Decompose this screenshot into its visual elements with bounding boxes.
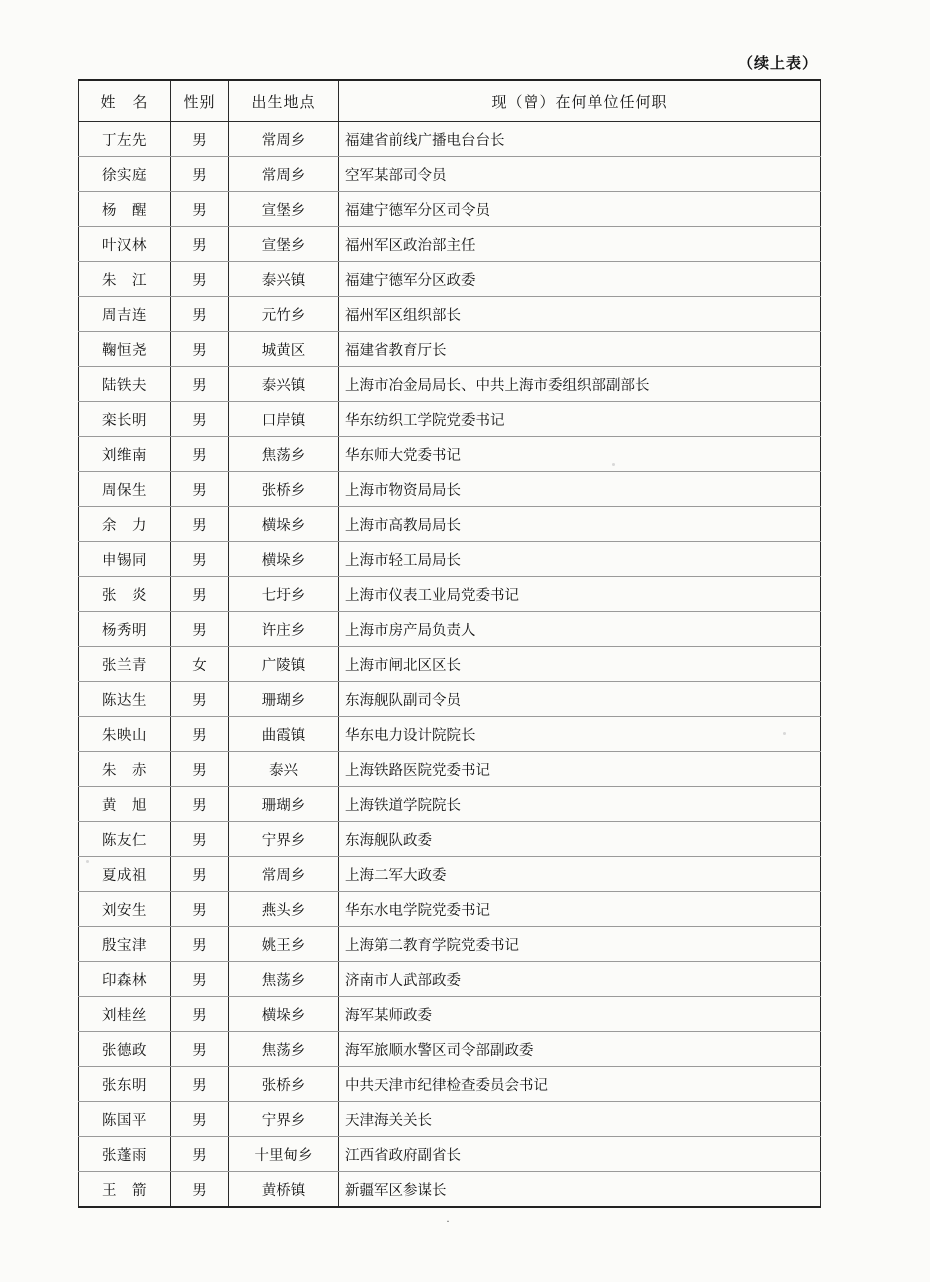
cell-sex: 男 <box>171 332 229 367</box>
cell-name: 印森林 <box>79 962 171 997</box>
table-row <box>79 367 821 402</box>
table-row <box>79 157 821 192</box>
cell-post: 天津海关关长 <box>339 1102 821 1137</box>
cell-name: 朱 赤 <box>79 752 171 787</box>
cell-sex: 男 <box>171 1172 229 1208</box>
cell-sex: 男 <box>171 367 229 402</box>
cell-sex: 男 <box>171 752 229 787</box>
cell-post: 福建宁德军分区司令员 <box>339 192 821 227</box>
table-body <box>79 122 821 1208</box>
page-footer-mark: · <box>446 1214 452 1228</box>
cell-sex: 男 <box>171 1032 229 1067</box>
cell-sex: 男 <box>171 157 229 192</box>
cell-post: 上海市冶金局局长、中共上海市委组织部副部长 <box>339 367 821 402</box>
cell-post: 上海市仪表工业局党委书记 <box>339 577 821 612</box>
scan-speck <box>783 732 786 735</box>
table-row <box>79 472 821 507</box>
cell-birthplace: 广陵镇 <box>229 647 339 682</box>
table-row <box>79 1067 821 1102</box>
cell-sex: 男 <box>171 192 229 227</box>
cell-name: 张德政 <box>79 1032 171 1067</box>
table-row <box>79 262 821 297</box>
table-row <box>79 507 821 542</box>
scan-speck <box>612 463 615 466</box>
table-row <box>79 962 821 997</box>
cell-name: 栾长明 <box>79 402 171 437</box>
cell-birthplace: 曲霞镇 <box>229 717 339 752</box>
cell-sex: 男 <box>171 297 229 332</box>
table-row <box>79 542 821 577</box>
cell-birthplace: 常周乡 <box>229 857 339 892</box>
cell-name: 陈国平 <box>79 1102 171 1137</box>
table-row <box>79 1102 821 1137</box>
cell-birthplace: 元竹乡 <box>229 297 339 332</box>
table-row <box>79 997 821 1032</box>
cell-name: 张 炎 <box>79 577 171 612</box>
cell-sex: 男 <box>171 962 229 997</box>
cell-name: 张东明 <box>79 1067 171 1102</box>
table-row <box>79 927 821 962</box>
cell-birthplace: 珊瑚乡 <box>229 787 339 822</box>
table-row <box>79 122 821 157</box>
cell-birthplace: 宁界乡 <box>229 822 339 857</box>
table-row <box>79 227 821 262</box>
table-row <box>79 682 821 717</box>
table-row <box>79 577 821 612</box>
cell-sex: 男 <box>171 717 229 752</box>
scan-speck <box>86 860 89 863</box>
cell-sex: 男 <box>171 857 229 892</box>
cell-post: 上海铁道学院院长 <box>339 787 821 822</box>
cell-post: 济南市人武部政委 <box>339 962 821 997</box>
cell-sex: 男 <box>171 227 229 262</box>
cell-sex: 男 <box>171 997 229 1032</box>
cell-sex: 男 <box>171 122 229 157</box>
cell-post: 福州军区组织部长 <box>339 297 821 332</box>
cell-post: 东海舰队副司令员 <box>339 682 821 717</box>
cell-post: 上海市物资局局长 <box>339 472 821 507</box>
continued-label: （续上表） <box>737 56 818 72</box>
cell-birthplace: 许庄乡 <box>229 612 339 647</box>
cell-birthplace: 泰兴镇 <box>229 367 339 402</box>
cell-sex: 男 <box>171 437 229 472</box>
cell-post: 华东纺织工学院党委书记 <box>339 402 821 437</box>
cell-birthplace: 常周乡 <box>229 157 339 192</box>
cell-birthplace: 姚王乡 <box>229 927 339 962</box>
cell-post: 上海市高教局局长 <box>339 507 821 542</box>
cell-name: 朱映山 <box>79 717 171 752</box>
table-header <box>79 80 821 122</box>
cell-birthplace: 张桥乡 <box>229 472 339 507</box>
cell-post: 华东师大党委书记 <box>339 437 821 472</box>
cell-birthplace: 焦荡乡 <box>229 1032 339 1067</box>
cell-name: 刘桂丝 <box>79 997 171 1032</box>
cell-sex: 女 <box>171 647 229 682</box>
table-row <box>79 1172 821 1208</box>
cell-post: 上海二军大政委 <box>339 857 821 892</box>
cell-post: 福建省教育厅长 <box>339 332 821 367</box>
cell-name: 夏成祖 <box>79 857 171 892</box>
cell-post: 空军某部司令员 <box>339 157 821 192</box>
cell-birthplace: 城黄区 <box>229 332 339 367</box>
cell-sex: 男 <box>171 507 229 542</box>
table-row <box>79 822 821 857</box>
table-row <box>79 297 821 332</box>
cell-birthplace: 横垛乡 <box>229 507 339 542</box>
table-row <box>79 612 821 647</box>
cell-post: 江西省政府副省长 <box>339 1137 821 1172</box>
cell-name: 刘安生 <box>79 892 171 927</box>
cell-sex: 男 <box>171 927 229 962</box>
cell-sex: 男 <box>171 1137 229 1172</box>
cell-name: 陈友仁 <box>79 822 171 857</box>
cell-sex: 男 <box>171 472 229 507</box>
cell-post: 福建宁德军分区政委 <box>339 262 821 297</box>
page-content <box>78 52 820 1229</box>
cell-name: 王 箭 <box>79 1172 171 1208</box>
cell-post: 上海市闸北区区长 <box>339 647 821 682</box>
cell-name: 陆铁夫 <box>79 367 171 402</box>
table-row <box>79 332 821 367</box>
cell-sex: 男 <box>171 1102 229 1137</box>
registry-table <box>78 79 821 1208</box>
cell-name: 杨 醒 <box>79 192 171 227</box>
cell-sex: 男 <box>171 402 229 437</box>
cell-name: 周吉连 <box>79 297 171 332</box>
cell-birthplace: 横垛乡 <box>229 997 339 1032</box>
cell-post: 新疆军区参谋长 <box>339 1172 821 1208</box>
cell-name: 徐实庭 <box>79 157 171 192</box>
cell-birthplace: 泰兴镇 <box>229 262 339 297</box>
table-header-row <box>79 80 821 122</box>
cell-name: 陈达生 <box>79 682 171 717</box>
cell-sex: 男 <box>171 822 229 857</box>
cell-birthplace: 口岸镇 <box>229 402 339 437</box>
cell-birthplace: 珊瑚乡 <box>229 682 339 717</box>
cell-birthplace: 宣堡乡 <box>229 227 339 262</box>
table-row <box>79 1032 821 1067</box>
table-row <box>79 402 821 437</box>
cell-sex: 男 <box>171 262 229 297</box>
cell-name: 叶汉林 <box>79 227 171 262</box>
cell-sex: 男 <box>171 542 229 577</box>
cell-birthplace: 焦荡乡 <box>229 437 339 472</box>
cell-birthplace: 张桥乡 <box>229 1067 339 1102</box>
cell-sex: 男 <box>171 892 229 927</box>
cell-post: 福建省前线广播电台台长 <box>339 122 821 157</box>
cell-name: 丁左先 <box>79 122 171 157</box>
cell-birthplace: 燕头乡 <box>229 892 339 927</box>
cell-name: 朱 江 <box>79 262 171 297</box>
cell-sex: 男 <box>171 1067 229 1102</box>
cell-sex: 男 <box>171 612 229 647</box>
cell-birthplace: 横垛乡 <box>229 542 339 577</box>
table-row <box>79 192 821 227</box>
column-header-name: 姓 名 <box>79 80 171 122</box>
cell-post: 福州军区政治部主任 <box>339 227 821 262</box>
cell-birthplace: 泰兴 <box>229 752 339 787</box>
table-row <box>79 752 821 787</box>
table-row <box>79 857 821 892</box>
column-header-sex: 性别 <box>171 80 229 122</box>
cell-post: 华东电力设计院院长 <box>339 717 821 752</box>
cell-name: 黄 旭 <box>79 787 171 822</box>
cell-post: 海军旅顺水警区司令部副政委 <box>339 1032 821 1067</box>
table-row <box>79 1137 821 1172</box>
cell-post: 东海舰队政委 <box>339 822 821 857</box>
cell-birthplace: 十里甸乡 <box>229 1137 339 1172</box>
cell-birthplace: 宁界乡 <box>229 1102 339 1137</box>
cell-post: 上海市轻工局局长 <box>339 542 821 577</box>
table-row <box>79 717 821 752</box>
cell-name: 张蓬雨 <box>79 1137 171 1172</box>
cell-post: 上海铁路医院党委书记 <box>339 752 821 787</box>
cell-name: 周保生 <box>79 472 171 507</box>
table-row <box>79 647 821 682</box>
cell-sex: 男 <box>171 787 229 822</box>
cell-name: 余 力 <box>79 507 171 542</box>
cell-name: 殷宝津 <box>79 927 171 962</box>
table-row <box>79 437 821 472</box>
cell-birthplace: 黄桥镇 <box>229 1172 339 1208</box>
cell-sex: 男 <box>171 577 229 612</box>
cell-name: 刘维南 <box>79 437 171 472</box>
cell-post: 华东水电学院党委书记 <box>339 892 821 927</box>
cell-sex: 男 <box>171 682 229 717</box>
cell-post: 海军某师政委 <box>339 997 821 1032</box>
cell-birthplace: 宣堡乡 <box>229 192 339 227</box>
table-row <box>79 787 821 822</box>
column-header-birthplace: 出生地点 <box>229 80 339 122</box>
cell-post: 上海第二教育学院党委书记 <box>339 927 821 962</box>
cell-post: 上海市房产局负责人 <box>339 612 821 647</box>
table-row <box>79 892 821 927</box>
cell-name: 鞠恒尧 <box>79 332 171 367</box>
column-header-post: 现（曾）在何单位任何职 <box>339 80 821 122</box>
cell-birthplace: 焦荡乡 <box>229 962 339 997</box>
cell-name: 申锡同 <box>79 542 171 577</box>
cell-name: 张兰青 <box>79 647 171 682</box>
cell-name: 杨秀明 <box>79 612 171 647</box>
cell-birthplace: 常周乡 <box>229 122 339 157</box>
cell-post: 中共天津市纪律检查委员会书记 <box>339 1067 821 1102</box>
cell-birthplace: 七圩乡 <box>229 577 339 612</box>
